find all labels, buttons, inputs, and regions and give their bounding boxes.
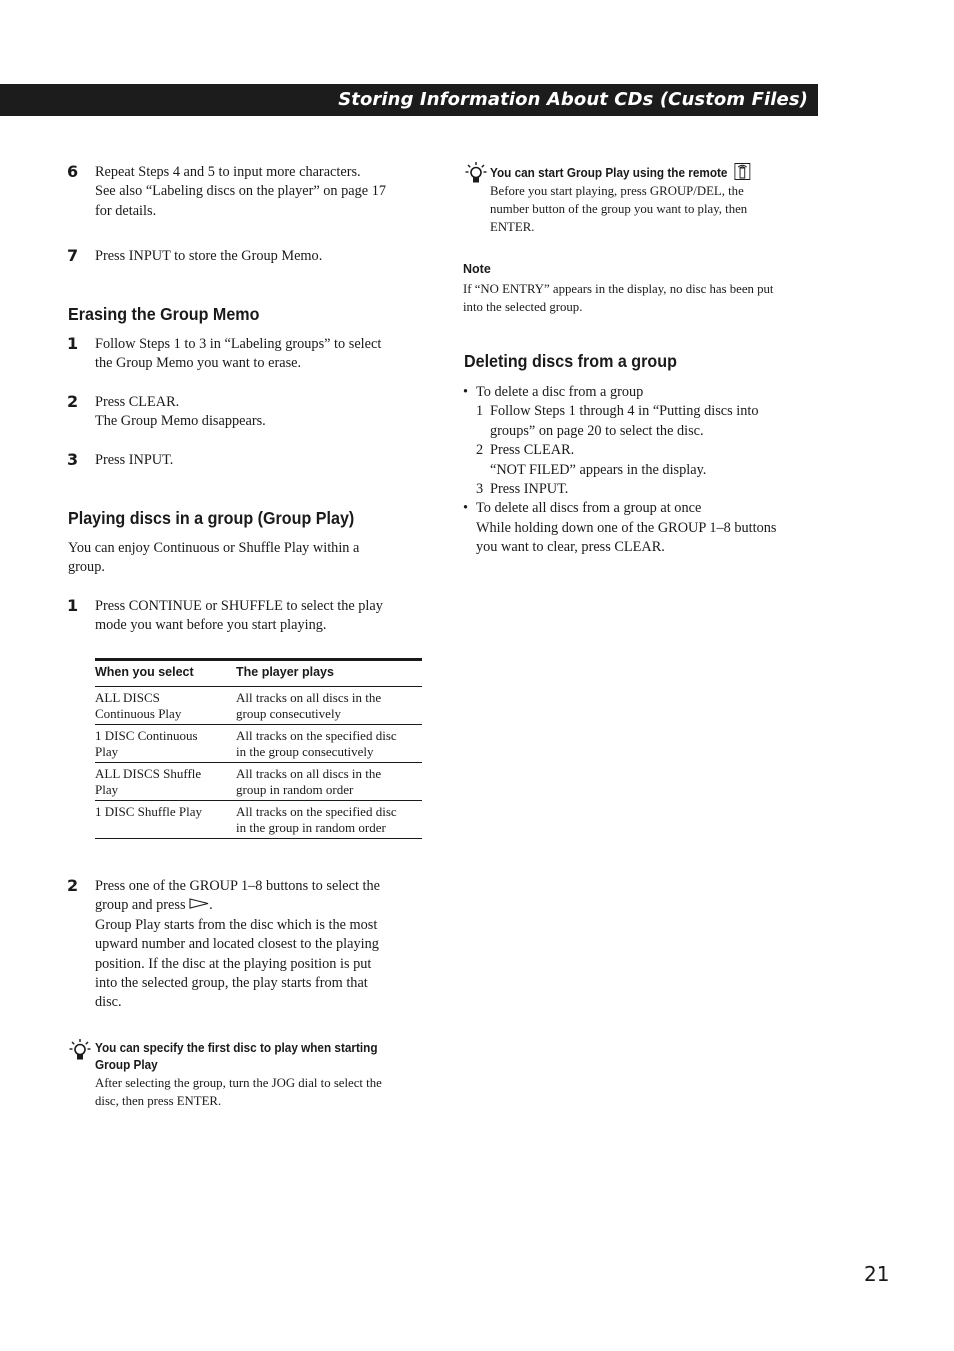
- header-title: Storing Information About CDs (Custom Files): [338, 89, 808, 110]
- tip-body: [490, 182, 820, 236]
- text-line: Group Play: [95, 1058, 158, 1072]
- bullet: •: [463, 500, 469, 517]
- step-number: 1: [67, 596, 79, 615]
- playing-intro: [68, 539, 428, 578]
- text-line: Group Play starts from the disc which is the most: [95, 916, 378, 933]
- text-line: Press CONTINUE or SHUFFLE to select the play: [95, 598, 383, 614]
- section-heading-erasing: Erasing the Group Memo: [68, 304, 260, 324]
- sub-step-text: Press INPUT.: [490, 481, 569, 498]
- text-line: disc, then press ENTER.: [95, 1094, 222, 1108]
- step-number: 1: [67, 334, 79, 353]
- cell-line: All tracks on the specified disc: [236, 728, 397, 743]
- text-line: group.: [68, 559, 105, 576]
- text-line: After selecting the group, turn the JOG dial to select the: [95, 1076, 382, 1090]
- section-heading-deleting: Deleting discs from a group: [464, 351, 677, 371]
- table-cell: [236, 763, 422, 800]
- table-header-cell: The player plays: [236, 665, 334, 679]
- text-line: You can specify the first disc to play when starting: [95, 1041, 378, 1055]
- step-7-text: Press INPUT to store the Group Memo.: [95, 248, 323, 264]
- cell-line: in the group consecutively: [236, 743, 374, 759]
- table-row: [95, 687, 422, 725]
- remote-control-icon: [734, 163, 750, 180]
- text-line: See also “Labeling discs on the player” on page 17: [95, 183, 387, 200]
- text-fragment: .: [209, 897, 213, 914]
- text-line: “NOT FILED” appears in the display.: [490, 461, 707, 478]
- cell-line: ALL DISCS Shuffle: [95, 766, 202, 781]
- tip-first-disc: [95, 1040, 425, 1110]
- text-line: the Group Memo you want to erase.: [95, 355, 302, 372]
- text-line: Before you start playing, press GROUP/DEL, the: [490, 184, 744, 198]
- cell-line: 1 DISC Continuous: [95, 728, 198, 743]
- note-label: Note: [463, 262, 491, 276]
- list-item: [463, 383, 823, 402]
- text-line: Press one of the GROUP 1–8 buttons to select the: [95, 878, 380, 894]
- text-line: ENTER.: [490, 220, 535, 234]
- table-cell: [95, 763, 236, 800]
- erasing-step-2-text: [95, 393, 435, 432]
- cell-line: group in random order: [236, 781, 354, 797]
- list-item-body: [463, 519, 823, 558]
- text-line: Follow Steps 1 through 4 in “Putting discs into: [490, 403, 759, 420]
- cell-line: in the group in random order: [236, 819, 386, 835]
- table-cell: [95, 687, 236, 724]
- text-fragment: You can start Group Play using the remote: [490, 166, 728, 180]
- sub-step-text: [490, 402, 758, 441]
- step-number: 3: [67, 450, 79, 469]
- erasing-step-3-text: Press INPUT.: [95, 452, 174, 468]
- table-cell: [236, 725, 422, 762]
- header-bar: [0, 84, 818, 116]
- text-line: Repeat Steps 4 and 5 to input more characters.: [95, 164, 361, 180]
- sub-step-number: 1: [476, 403, 484, 420]
- step-6-text: [95, 163, 435, 221]
- cell-line: All tracks on the specified disc: [236, 804, 397, 819]
- deleting-list: [463, 383, 823, 558]
- text-line: The Group Memo disappears.: [95, 413, 266, 430]
- text-line: Press CLEAR.: [490, 442, 575, 459]
- text-line: Press CLEAR.: [95, 394, 180, 410]
- table-cell: [236, 801, 422, 838]
- text-line: position. If the disc at the playing position is put: [95, 955, 372, 972]
- lightbulb-tip-icon: [69, 1038, 91, 1062]
- sub-list-item: [463, 402, 823, 441]
- cell-line: ALL DISCS: [95, 690, 160, 705]
- text-line: into the selected group.: [463, 300, 583, 314]
- tip-body: [95, 1074, 425, 1110]
- cell-line: All tracks on all discs in the: [236, 690, 382, 705]
- text-line: disc.: [95, 994, 122, 1011]
- table-cell: [95, 725, 236, 762]
- bullet: •: [463, 384, 469, 400]
- text-line-with-play-icon: [95, 896, 435, 915]
- text-line: While holding down one of the GROUP 1–8 buttons: [476, 519, 777, 536]
- text-line: you want to clear, press CLEAR.: [476, 539, 665, 556]
- text-fragment: group and press: [95, 897, 186, 914]
- playing-step-2-text: [95, 877, 435, 1013]
- table-row: [95, 763, 422, 801]
- text-line: into the selected group, the play starts from that: [95, 975, 368, 992]
- table-header-row: [95, 661, 422, 687]
- section-heading-playing: Playing discs in a group (Group Play): [68, 508, 355, 528]
- step-number: 2: [67, 876, 79, 895]
- lightbulb-tip-icon: [465, 161, 487, 185]
- text-line: for details.: [95, 202, 157, 219]
- playing-step-1-text: [95, 597, 435, 636]
- cell-line: group consecutively: [236, 705, 342, 721]
- table-cell: [95, 801, 236, 838]
- step-number: 2: [67, 392, 79, 411]
- table-header-cell: When you select: [95, 665, 194, 679]
- sub-step-text: [490, 441, 706, 480]
- sub-list-item: [463, 480, 823, 499]
- list-item-text: To delete all discs from a group at once: [476, 500, 702, 517]
- note-body: [463, 280, 823, 316]
- table-cell: [236, 687, 422, 724]
- text-line: mode you want before you start playing.: [95, 617, 327, 634]
- play-mode-table: [95, 658, 422, 839]
- erasing-step-1-text: [95, 335, 435, 374]
- sub-list-item: [463, 441, 823, 480]
- table-row: [95, 801, 422, 839]
- list-item: [463, 499, 823, 518]
- play-icon: [189, 898, 209, 909]
- step-number: 7: [67, 246, 79, 265]
- cell-line: 1 DISC Shuffle Play: [95, 804, 203, 819]
- cell-line: Play: [95, 781, 119, 797]
- tip-title: [490, 163, 800, 182]
- text-line: If “NO ENTRY” appears in the display, no disc has been put: [463, 282, 774, 296]
- text-line: groups” on page 20 to select the disc.: [490, 422, 704, 439]
- cell-line: Continuous Play: [95, 705, 182, 721]
- text-line: upward number and located closest to the playing: [95, 936, 379, 953]
- sub-step-number: 2: [476, 442, 484, 459]
- text-line: number button of the group you want to play, then: [490, 202, 748, 216]
- list-item-text: To delete a disc from a group: [476, 384, 644, 400]
- tip-title: [95, 1040, 405, 1074]
- sub-step-number: 3: [476, 481, 484, 498]
- cell-line: Play: [95, 743, 119, 759]
- page-number: 21: [864, 1262, 890, 1286]
- step-number: 6: [67, 162, 79, 181]
- text-line: You can enjoy Continuous or Shuffle Play within a: [68, 540, 360, 556]
- text-line: Follow Steps 1 to 3 in “Labeling groups” to select: [95, 336, 382, 352]
- cell-line: All tracks on all discs in the: [236, 766, 382, 781]
- tip-remote: [490, 163, 820, 236]
- table-row: [95, 725, 422, 763]
